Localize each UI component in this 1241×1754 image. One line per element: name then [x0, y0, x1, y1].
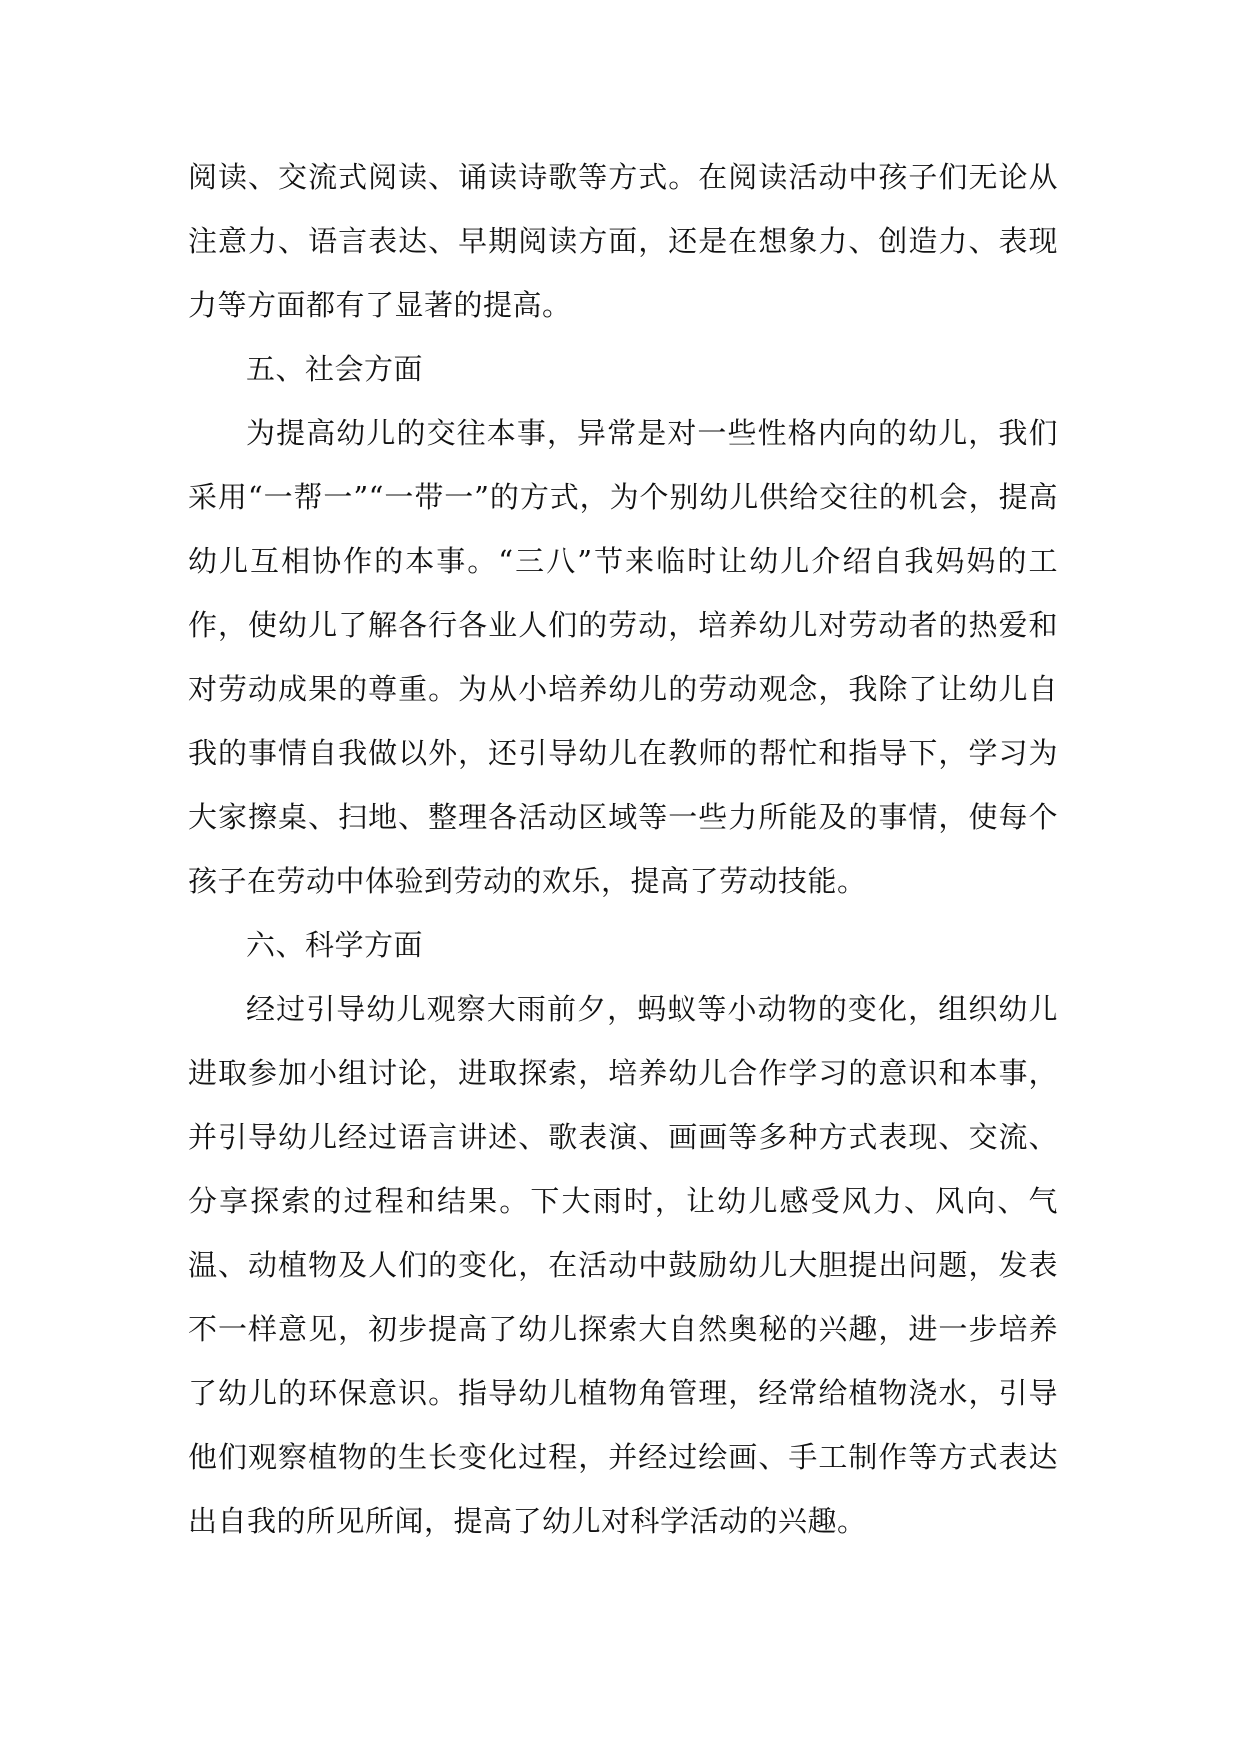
- paragraph-reading-continuation: 阅读、交流式阅读、诵读诗歌等方式。在阅读活动中孩子们无论从注意力、语言表达、早期阅读方面，还是在想象力、创造力、表现力等方面都有了显著的提高。: [188, 160, 1058, 322]
- section-heading-social: 五、社会方面: [246, 352, 424, 386]
- paragraph-social: 为提高幼儿的交往本事，异常是对一些性格内向的幼儿，我们采用“一帮一”“一带一”的方式，为个别幼儿供给交往的机会，提高幼儿互相协作的本事。“三八”节来临时让幼儿介绍自我妈妈的工作，使幼儿了解各行各业人们的劳动，培养幼儿对劳动者的热爱和对劳动成果的尊重。为从小培养幼儿的劳动观念，我除了让幼儿自我的事情自我做以外，还引导幼儿在教师的帮忙和指导下，学习为大家擦桌、扫地、整理各活动区域等一些力所能及的事情，使每个孩子在劳动中体验到劳动的欢乐，提高了劳动技能。: [188, 416, 1058, 898]
- section-heading-science: 六、科学方面: [246, 928, 424, 962]
- paragraph-science: 经过引导幼儿观察大雨前夕，蚂蚁等小动物的变化，组织幼儿进取参加小组讨论，进取探索，培养幼儿合作学习的意识和本事，并引导幼儿经过语言讲述、歌表演、画画等多种方式表现、交流、分享探索的过程和结果。下大雨时，让幼儿感受风力、风向、气温、动植物及人们的变化，在活动中鼓励幼儿大胆提出问题，发表不一样意见，初步提高了幼儿探索大自然奥秘的兴趣，进一步培养了幼儿的环保意识。指导幼儿植物角管理，经常给植物浇水，引导他们观察植物的生长变化过程，并经过绘画、手工制作等方式表达出自我的所见所闻，提高了幼儿对科学活动的兴趣。: [188, 992, 1058, 1538]
- document-body: [188, 145, 1058, 1553]
